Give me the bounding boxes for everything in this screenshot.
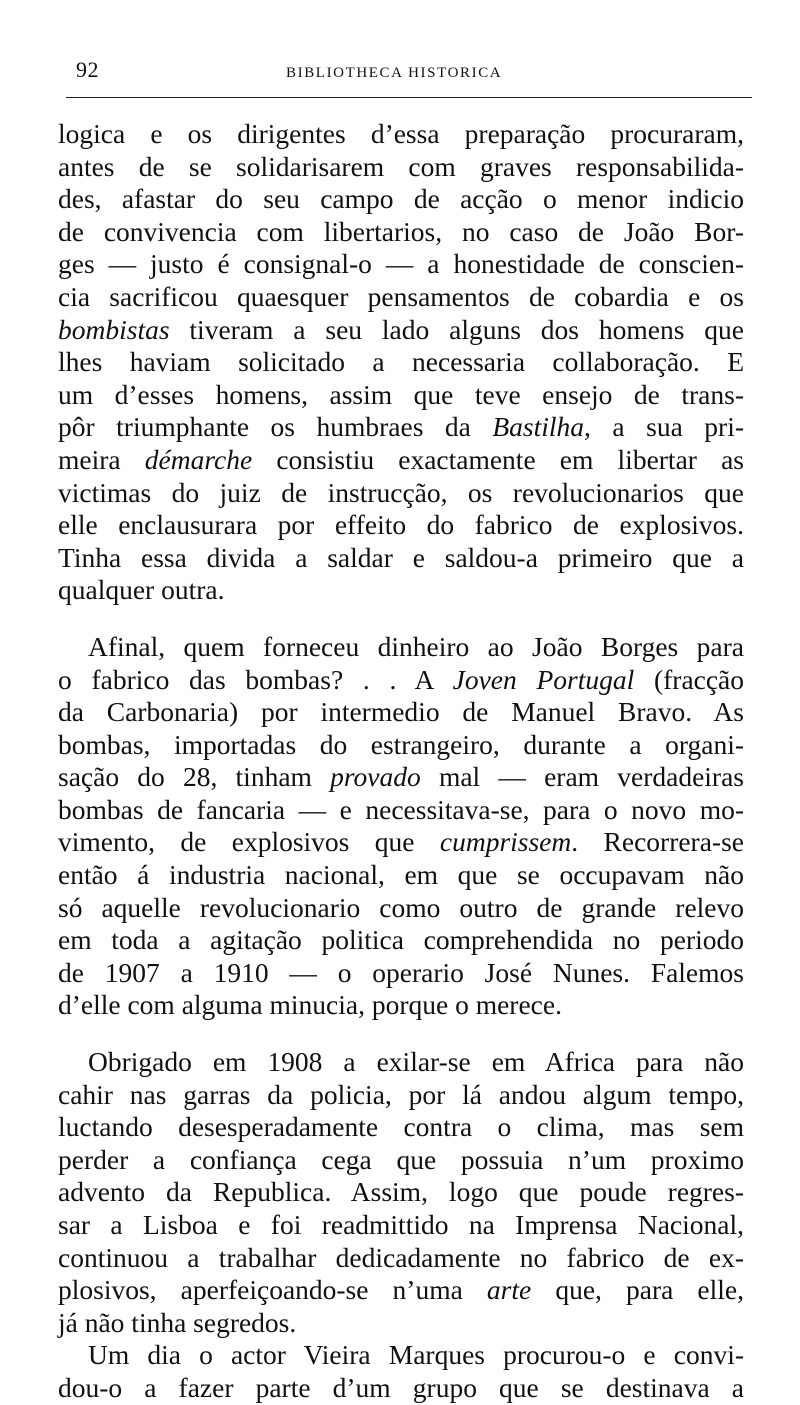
text-line — [58, 892, 744, 925]
text-run: vimento, de explosivos que — [58, 826, 440, 858]
text-line — [58, 477, 744, 510]
text-run: ges — justo é consignal-o — a honestidade de conscien- — [58, 248, 744, 280]
text-line — [58, 989, 744, 1022]
text-run: lhes haviam solicitado a necessaria collaboração. E — [58, 346, 744, 378]
italic-text: cumprissem — [439, 826, 572, 858]
text-run: em toda a agitação politica comprehendida no periodo — [58, 924, 744, 956]
text-line — [58, 216, 744, 249]
text-line — [58, 1046, 744, 1079]
text-run: bombas de fancaria — e necessitava-se, para o novo mo- — [58, 793, 744, 825]
text-line — [58, 574, 744, 607]
text-run: consistiu exactamente em libertar as — [252, 443, 744, 475]
text-run: já não tinha segredos. — [58, 1306, 297, 1338]
text-run: o fabrico das bombas? . . A — [58, 663, 453, 695]
text-line — [58, 151, 744, 184]
text-run: antes de se solidarisarem com graves responsabilida- — [58, 150, 744, 182]
text-run: plosivos, aperfeiçoando-se n’uma — [58, 1274, 487, 1306]
text-line — [58, 826, 744, 859]
italic-text: bombistas — [58, 313, 170, 345]
text-run: continuou a trabalhar dedicadamente no fabrico de ex- — [58, 1241, 744, 1273]
text-run: Um dia o actor Vieira Marques procurou-o e convi- — [88, 1339, 744, 1371]
text-run: qualquer outra. — [58, 574, 225, 606]
page-header — [66, 55, 752, 101]
text-run: da Carbonaria) por intermedio de Manuel Bravo. As — [58, 696, 744, 728]
italic-text: provado — [330, 761, 421, 793]
text-run: logica e os dirigentes d’essa preparação procuraram, — [58, 118, 744, 149]
text-line — [58, 509, 744, 542]
text-run: . Recorrera-se — [571, 826, 744, 858]
text-line — [58, 1339, 744, 1372]
header-rule — [66, 97, 752, 98]
italic-text: Bastilha — [492, 411, 585, 443]
text-run: um d’esses homens, assim que teve ensejo de trans- — [58, 378, 744, 410]
text-run: des, afastar do seu campo de acção o menor indicio — [58, 183, 744, 215]
text-run: então á industria nacional, em que se occupavam não — [58, 859, 744, 891]
text-run: advento da Republica. Assim, logo que poude regres- — [58, 1176, 744, 1208]
text-line — [58, 794, 744, 827]
text-line — [58, 1176, 744, 1209]
text-line — [58, 859, 744, 892]
text-line — [58, 631, 744, 664]
text-line — [58, 1079, 744, 1112]
text-run: de convivencia com libertarios, no caso de João Bor- — [58, 215, 744, 247]
text-line — [58, 379, 744, 412]
text-line — [58, 1111, 744, 1144]
text-line — [58, 957, 744, 990]
text-run: Obrigado em 1908 a exilar-se em Africa para não — [88, 1046, 744, 1078]
page-number: 92 — [76, 57, 99, 82]
italic-text: démarche — [144, 443, 253, 475]
text-run: meira — [58, 443, 145, 475]
text-run: Tinha essa divida a saldar e saldou-a primeiro que a — [58, 541, 744, 573]
text-run: cia sacrificou quaesquer pensamentos de cobardia e os — [58, 280, 744, 312]
text-run: bombas, importadas do estrangeiro, durante a organi- — [58, 728, 744, 760]
text-line — [58, 248, 744, 281]
text-run: tiveram a seu lado alguns dos homens que — [169, 313, 744, 345]
text-run: , a sua pri- — [584, 411, 744, 443]
text-line — [58, 696, 744, 729]
italic-text: Joven Portugal — [452, 663, 635, 695]
text-line — [58, 761, 744, 794]
body-text — [58, 118, 744, 1405]
text-run: sação do 28, tinham — [58, 761, 331, 793]
text-line — [58, 542, 744, 575]
text-run: mal — eram verdadeiras — [420, 761, 744, 793]
text-line — [58, 1307, 744, 1340]
italic-text: arte — [486, 1274, 532, 1306]
text-run: elle enclausurara por effeito do fabrico de explosivos. — [58, 509, 744, 541]
text-run: perder a confiança cega que possuia n’um proximo — [58, 1143, 744, 1175]
text-line — [58, 924, 744, 957]
text-line — [58, 281, 744, 314]
text-run: d’elle com alguma minucia, porque o merece. — [58, 989, 562, 1021]
paragraph-gap — [58, 607, 744, 631]
text-run: pôr triumphante os humbraes da — [58, 411, 493, 443]
text-run: só aquelle revolucionario como outro de grande relevo — [58, 891, 744, 923]
text-line — [58, 346, 744, 379]
text-run: que, para elle, — [531, 1274, 744, 1306]
text-line — [58, 1144, 744, 1177]
text-run: (fracção — [634, 663, 745, 695]
text-line — [58, 118, 744, 151]
text-line — [58, 183, 744, 216]
text-line — [58, 1209, 744, 1242]
text-run: victimas do juiz de instrucção, os revolucionarios que — [58, 476, 744, 508]
text-line — [58, 444, 744, 477]
text-run: sar a Lisboa e foi readmittido na Imprensa Nacional, — [58, 1209, 744, 1240]
text-line — [58, 729, 744, 762]
text-run: luctando desesperadamente contra o clima, mas sem — [58, 1111, 744, 1143]
text-line — [58, 1372, 744, 1405]
text-run: cahir nas garras da policia, por lá andou algum tempo, — [58, 1078, 744, 1110]
text-line — [58, 411, 744, 444]
text-line — [58, 1274, 744, 1307]
text-line — [58, 664, 744, 697]
text-run: dou-o a fazer parte d’um grupo que se destinava a — [58, 1371, 744, 1403]
running-title: BIBLIOTHECA HISTORICA — [286, 65, 503, 81]
text-line — [58, 314, 744, 347]
text-run: Afinal, quem forneceu dinheiro ao João Borges para — [88, 630, 744, 662]
paragraph-gap — [58, 1022, 744, 1046]
text-run: de 1907 a 1910 — o operario José Nunes. Falemos — [58, 956, 744, 988]
text-line — [58, 1242, 744, 1275]
